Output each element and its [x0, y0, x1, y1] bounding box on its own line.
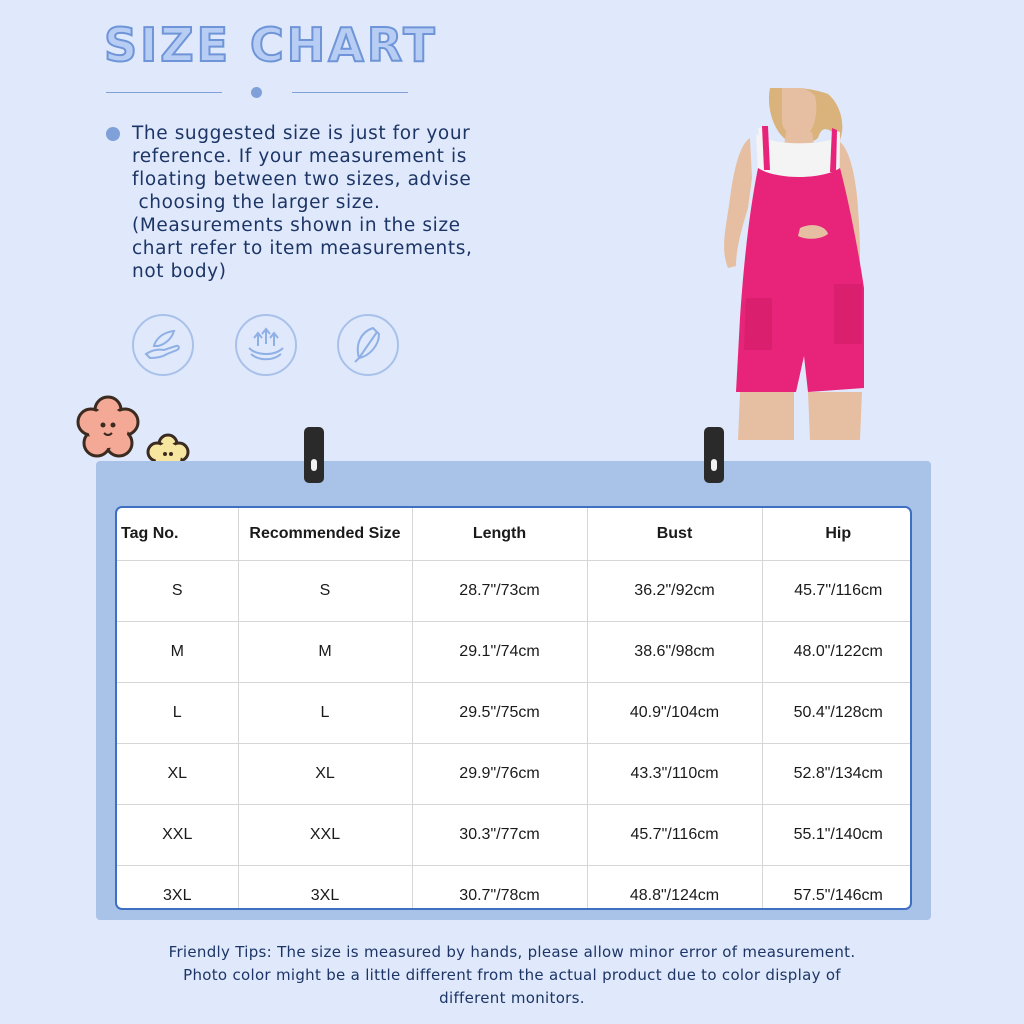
cell-bust: 38.6"/98cm	[587, 622, 762, 683]
feather-icon	[337, 314, 399, 376]
table-row	[117, 805, 912, 866]
cell-tag: 3XL	[117, 866, 238, 911]
board-clip-left	[304, 427, 324, 483]
cell-tag: S	[117, 561, 238, 622]
cell-hip: 52.8"/134cm	[762, 744, 912, 805]
friendly-tips	[100, 941, 924, 1010]
cell-bust: 48.8"/124cm	[587, 866, 762, 911]
cell-recommended-size: XL	[238, 744, 412, 805]
page-title: SIZE CHART	[104, 18, 438, 72]
cell-recommended-size: XXL	[238, 805, 412, 866]
size-note	[132, 122, 552, 283]
note-bullet	[106, 127, 120, 141]
title-divider-right	[292, 92, 408, 93]
hand-soft-icon	[132, 314, 194, 376]
size-note-line: The suggested size is just for your	[132, 123, 471, 144]
cell-hip: 57.5"/146cm	[762, 866, 912, 911]
column-header-length: Length	[412, 508, 587, 561]
size-note-line: chart refer to item measurements,	[132, 238, 473, 259]
breathable-arrows-icon	[235, 314, 297, 376]
cell-recommended-size: 3XL	[238, 866, 412, 911]
product-model-photo	[700, 88, 880, 440]
size-note-line: reference. If your measurement is	[132, 146, 467, 167]
size-note-line: (Measurements shown in the size	[132, 215, 461, 236]
table-header-row	[117, 508, 912, 561]
tips-line: Friendly Tips: The size is measured by hands, please allow minor error of measurement.	[168, 943, 856, 961]
cell-bust: 40.9"/104cm	[587, 683, 762, 744]
cell-length: 28.7"/73cm	[412, 561, 587, 622]
tips-line: Photo color might be a little different from the actual product due to color display of	[183, 966, 841, 984]
cell-recommended-size: L	[238, 683, 412, 744]
column-header-recommended-size: Recommended Size	[238, 508, 412, 561]
cell-bust: 45.7"/116cm	[587, 805, 762, 866]
size-note-line: choosing the larger size.	[132, 192, 381, 213]
cell-tag: XL	[117, 744, 238, 805]
size-note-line: not body)	[132, 261, 227, 282]
table-row	[117, 561, 912, 622]
cell-recommended-size: M	[238, 622, 412, 683]
cell-length: 30.7"/78cm	[412, 866, 587, 911]
cell-tag: L	[117, 683, 238, 744]
cell-bust: 36.2"/92cm	[587, 561, 762, 622]
cell-length: 29.1"/74cm	[412, 622, 587, 683]
size-table	[115, 506, 912, 910]
table-row	[117, 622, 912, 683]
cell-hip: 50.4"/128cm	[762, 683, 912, 744]
column-header-tag: Tag No.	[117, 508, 238, 561]
cell-hip: 48.0"/122cm	[762, 622, 912, 683]
cell-tag: XXL	[117, 805, 238, 866]
tips-line: different monitors.	[439, 989, 585, 1007]
board-clip-right	[704, 427, 724, 483]
title-divider-left	[106, 92, 222, 93]
column-header-bust: Bust	[587, 508, 762, 561]
cell-length: 30.3"/77cm	[412, 805, 587, 866]
cell-length: 29.5"/75cm	[412, 683, 587, 744]
table-row	[117, 866, 912, 911]
cell-bust: 43.3"/110cm	[587, 744, 762, 805]
cell-length: 29.9"/76cm	[412, 744, 587, 805]
table-row	[117, 744, 912, 805]
cell-tag: M	[117, 622, 238, 683]
cell-recommended-size: S	[238, 561, 412, 622]
table-row	[117, 683, 912, 744]
size-note-line: floating between two sizes, advise	[132, 169, 472, 190]
cell-hip: 45.7"/116cm	[762, 561, 912, 622]
cell-hip: 55.1"/140cm	[762, 805, 912, 866]
column-header-hip: Hip	[762, 508, 912, 561]
title-divider-dot	[251, 87, 262, 98]
